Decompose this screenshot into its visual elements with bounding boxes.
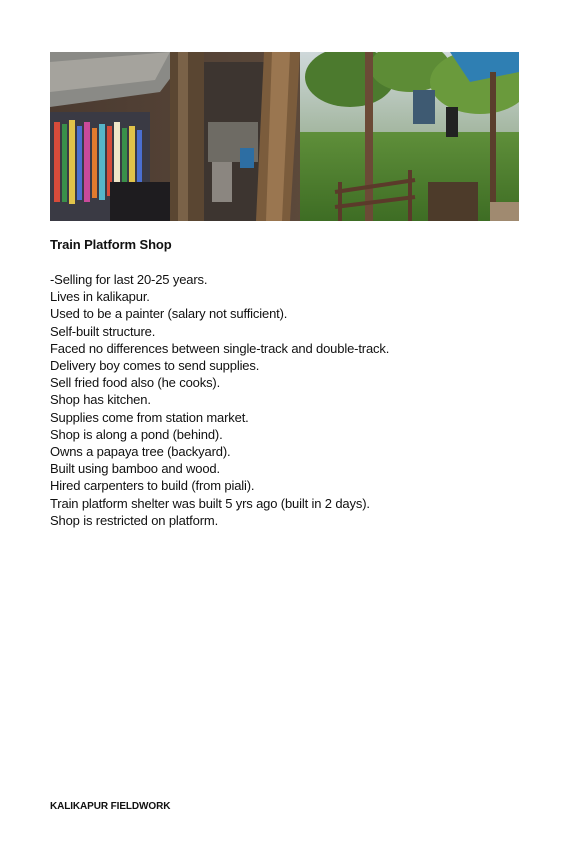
note-item: Delivery boy comes to send supplies. — [50, 358, 260, 374]
note-item: Shop is along a pond (behind). — [50, 426, 223, 442]
page-footer: KALIKAPUR FIELDWORK — [50, 801, 171, 812]
note-item: Faced no differences between single-track and double-track. — [50, 340, 390, 356]
note-item: Sell fried food also (he cooks). — [50, 375, 221, 391]
note-item: Hired carpenters to build (from piali). — [50, 478, 255, 494]
note-item: Shop has kitchen. — [50, 392, 151, 408]
field-notes-list — [50, 271, 389, 529]
note-item: Self-built structure. — [50, 323, 156, 339]
shop-panorama-photo — [50, 52, 519, 221]
page-title: Train Platform Shop — [50, 237, 172, 252]
note-item: Lives in kalikapur. — [50, 289, 150, 305]
note-item: Owns a papaya tree (backyard). — [50, 444, 231, 460]
note-item: Used to be a painter (salary not sufficient). — [50, 306, 288, 322]
note-item: Shop is restricted on platform. — [50, 512, 219, 528]
note-item: Supplies come from station market. — [50, 409, 249, 425]
note-item: -Selling for last 20-25 years. — [50, 272, 208, 287]
note-item: Train platform shelter was built 5 yrs ago (built in 2 days). — [50, 495, 370, 511]
note-item: Built using bamboo and wood. — [50, 461, 220, 477]
